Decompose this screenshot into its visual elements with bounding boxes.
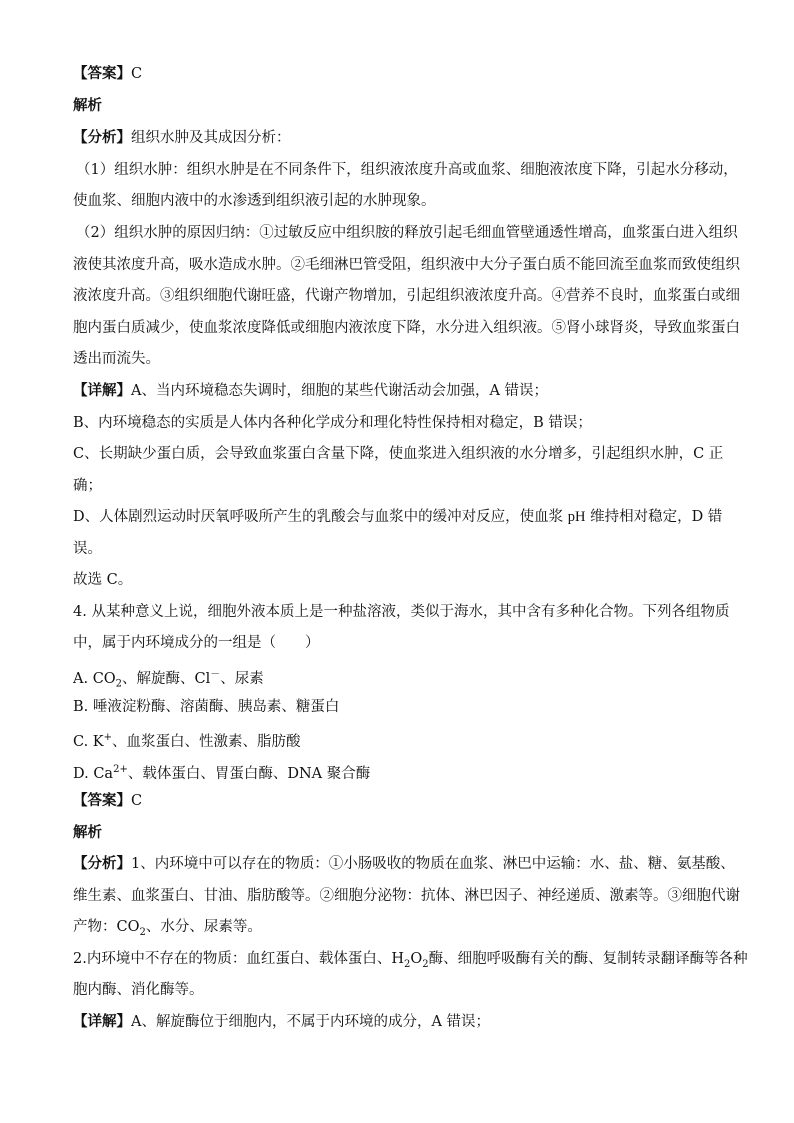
analysis-heading: 解析 xyxy=(73,98,102,114)
answer-value: C xyxy=(131,793,143,809)
detail-line: 确； xyxy=(73,478,102,494)
detail-line: D、人体剧烈运动时厌氧呼吸所产生的乳酸会与血浆中的缓冲对反应，使血浆 pH 维持相对稳定，D 错 xyxy=(73,509,723,525)
paragraph-line: 使血浆、细胞内液中的水渗透到组织液引起的水肿现象。 xyxy=(73,193,436,209)
xiangjie-label: 【详解】 xyxy=(73,1014,131,1030)
option-c: C. K+、血浆蛋白、性激素、脂肪酸 xyxy=(73,732,301,750)
answer-label: 【答案】 xyxy=(73,793,131,809)
answer-value: C xyxy=(131,66,143,82)
xiangjie-label: 【详解】 xyxy=(73,383,131,399)
fenxi-label: 【分析】 xyxy=(73,130,131,146)
paragraph-line: 维生素、血浆蛋白、甘油、脂肪酸等。②细胞分泌物：抗体、淋巴因子、神经递质、激素等。③细胞代谢 xyxy=(73,888,740,904)
paragraph-line: 2.内环境中不存在的物质：血红蛋白、载体蛋白、$H_2O_2$酶、细胞呼吸酶有关的酶、复制转录翻译酶等各种 xyxy=(73,951,748,970)
paragraph-line: 透出而流失。 xyxy=(73,351,160,367)
analysis-heading: 解析 xyxy=(73,825,102,841)
paragraph-line: 胞内蛋白质减少，使血浆浓度降低或细胞内液浓度下降，水分进入组织液。⑤肾小球肾炎，导致血浆蛋白 xyxy=(73,320,740,336)
paragraph-line: 液使其浓度升高，吸水造成水肿。②毛细淋巴管受阻，组织液中大分子蛋白质不能回流至血浆而致使组织 xyxy=(73,257,740,273)
detail-line: C、长期缺少蛋白质，会导致血浆蛋白含量下降，使血浆进入组织液的水分增多，引起组织水肿，C 正 xyxy=(73,446,724,462)
detail-line: B、内环境稳态的实质是人体内各种化学成分和理化特性保持相对稳定，B 错误； xyxy=(73,415,592,431)
option-b: B. 唾液淀粉酶、溶菌酶、胰岛素、糖蛋白 xyxy=(73,699,340,715)
paragraph-line: （1）组织水肿：组织水肿是在不同条件下，组织液浓度升高或血浆、细胞液浓度下降，引起水分移动， xyxy=(76,162,738,178)
xiangjie-line: 【详解】A、当内环境稳态失调时，细胞的某些代谢活动会加强，A 错误； xyxy=(73,383,549,399)
answer-line xyxy=(73,791,142,811)
answer-label: 【答案】 xyxy=(73,66,131,82)
xiangjie-line: 【详解】A、解旋酶位于细胞内，不属于内环境的成分，A 错误； xyxy=(73,1014,491,1030)
conclusion-line: 故选 C。 xyxy=(73,572,133,588)
fenxi-label: 【分析】 xyxy=(73,856,131,872)
fenxi-line: 【分析】组织水肿及其成因分析： xyxy=(73,130,291,146)
fenxi-line: 【分析】1、内环境中可以存在的物质：①小肠吸收的物质在血浆、淋巴中运输：水、盐、糖、氨基酸、 xyxy=(73,856,735,872)
detail-line: 误。 xyxy=(73,541,102,557)
paragraph-line: 胞内酶、消化酶等。 xyxy=(73,982,204,998)
option-a: A. $CO_2$、解旋酶、Cl－、尿素 xyxy=(73,669,264,690)
question-stem: 4. 从某种意义上说，细胞外液本质上是一种盐溶液，类似于海水，其中含有多种化合物。下列各组物质 xyxy=(73,604,730,620)
paragraph-line: （2）组织水肿的原因归纳：①过敏反应中组织胺的释放引起毛细血管壁通透性增高，血浆蛋白进入组织 xyxy=(76,225,738,241)
option-d: D. $Ca^{2+}$、载体蛋白、胃蛋白酶、DNA 聚合酶 xyxy=(73,764,371,782)
paragraph-line: 液浓度升高。③组织细胞代谢旺盛，代谢产物增加，引起组织液浓度升高。④营养不良时，血浆蛋白或细 xyxy=(73,288,740,304)
answer-line xyxy=(73,64,142,84)
paragraph-line: 产物：$CO_2$、水分、尿素等。 xyxy=(73,919,262,938)
question-stem: 中，属于内环境成分的一组是（ ） xyxy=(73,635,320,651)
